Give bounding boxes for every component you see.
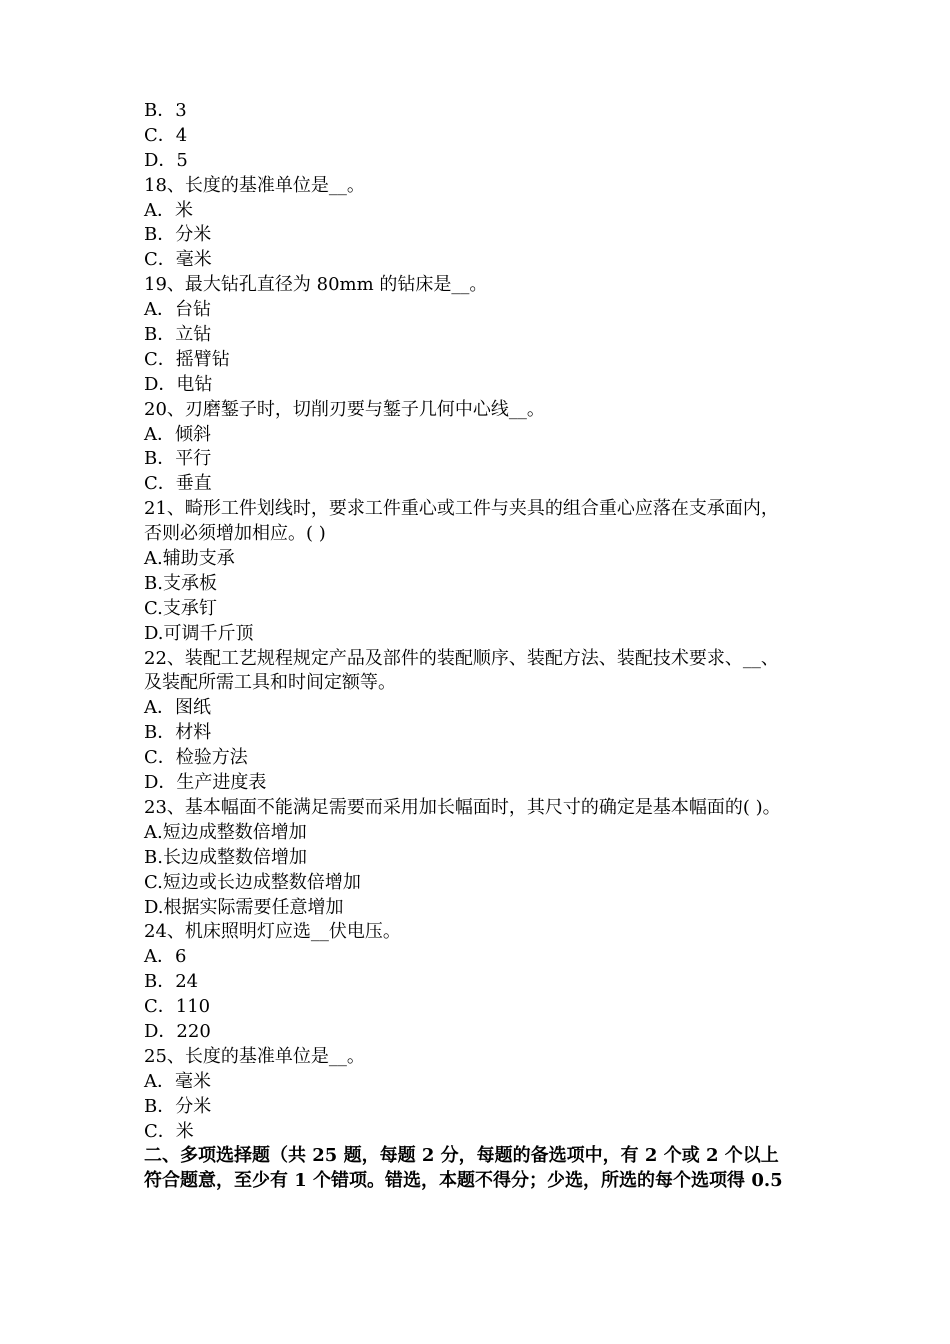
question-20 (144, 398, 810, 498)
question-stem: 24、机床照明灯应选__伏电压。 (144, 921, 401, 943)
option-d: D.可调千斤顶 (144, 622, 254, 644)
option-a: A．米 (144, 199, 193, 221)
option-d: D．5 (144, 149, 188, 171)
question-stem: 25、长度的基准单位是__。 (144, 1045, 365, 1067)
option-b: B．立钻 (144, 324, 212, 346)
option-b: B.长边成整数倍增加 (144, 846, 307, 868)
question-24 (144, 920, 810, 1044)
question-18 (144, 174, 810, 274)
question-21 (144, 497, 810, 646)
option-a: A．台钻 (144, 299, 211, 321)
option-c: C．毫米 (144, 249, 212, 271)
question-stem-line-2: 及装配所需工具和时间定额等。 (144, 672, 396, 694)
question-19 (144, 273, 810, 397)
option-c: C．4 (144, 124, 188, 146)
option-b: B．材料 (144, 722, 212, 744)
option-c: C．110 (144, 996, 211, 1018)
option-b: B．分米 (144, 1095, 212, 1117)
question-stem-line-1: 21、畸形工件划线时，要求工件重心或工件与夹具的组合重心应落在支承面内， (144, 498, 779, 520)
option-d: D．生产进度表 (144, 772, 267, 794)
question-stem: 20、刃磨錾子时，切削刃要与錾子几何中心线__。 (144, 398, 545, 420)
question-stem-line-1: 22、装配工艺规程规定产品及部件的装配顺序、装配方法、装配技术要求、__、 (144, 647, 779, 669)
question-stem: 19、最大钻孔直径为 80mm 的钻床是__。 (144, 274, 488, 296)
option-b: B．3 (144, 100, 187, 121)
option-a: A．6 (144, 946, 187, 968)
option-c: C．米 (144, 1120, 194, 1142)
option-d: D.根据实际需要任意增加 (144, 896, 344, 918)
option-a: A．倾斜 (144, 423, 211, 445)
question-stem-line-2: 否则必须增加相应。( ) (144, 523, 326, 545)
question-stem: 18、长度的基准单位是__。 (144, 174, 365, 196)
option-c: C.短边或长边成整数倍增加 (144, 871, 361, 893)
option-d: D．电钻 (144, 373, 213, 395)
option-d: D．220 (144, 1020, 211, 1042)
option-a: A．毫米 (144, 1070, 211, 1092)
question-23 (144, 796, 810, 920)
option-a: A.短边成整数倍增加 (144, 821, 307, 843)
question-stem: 23、基本幅面不能满足需要而采用加长幅面时，其尺寸的确定是基本幅面的( )。 (144, 796, 781, 818)
question-22 (144, 647, 810, 796)
option-c: C．检验方法 (144, 747, 248, 769)
document-body (144, 99, 810, 1194)
option-c: C．垂直 (144, 473, 212, 495)
option-b: B．24 (144, 971, 199, 993)
option-c: C.支承钉 (144, 597, 217, 619)
section-heading-line-1: 二、多项选择题（共 25 题，每题 2 分，每题的备选项中，有 2 个或 2 个以上 (144, 1145, 779, 1167)
option-a: A．图纸 (144, 697, 211, 719)
option-c: C．摇臂钻 (144, 348, 230, 370)
section-heading-line-2: 符合题意，至少有 1 个错项。错选，本题不得分；少选，所选的每个选项得 0.5 (144, 1170, 783, 1192)
section-heading-multiple-choice (144, 1144, 810, 1194)
option-a: A.辅助支承 (144, 548, 235, 570)
option-b: B.支承板 (144, 572, 217, 594)
option-b: B．平行 (144, 448, 212, 470)
question-25 (144, 1045, 810, 1145)
option-b: B．分米 (144, 224, 212, 246)
